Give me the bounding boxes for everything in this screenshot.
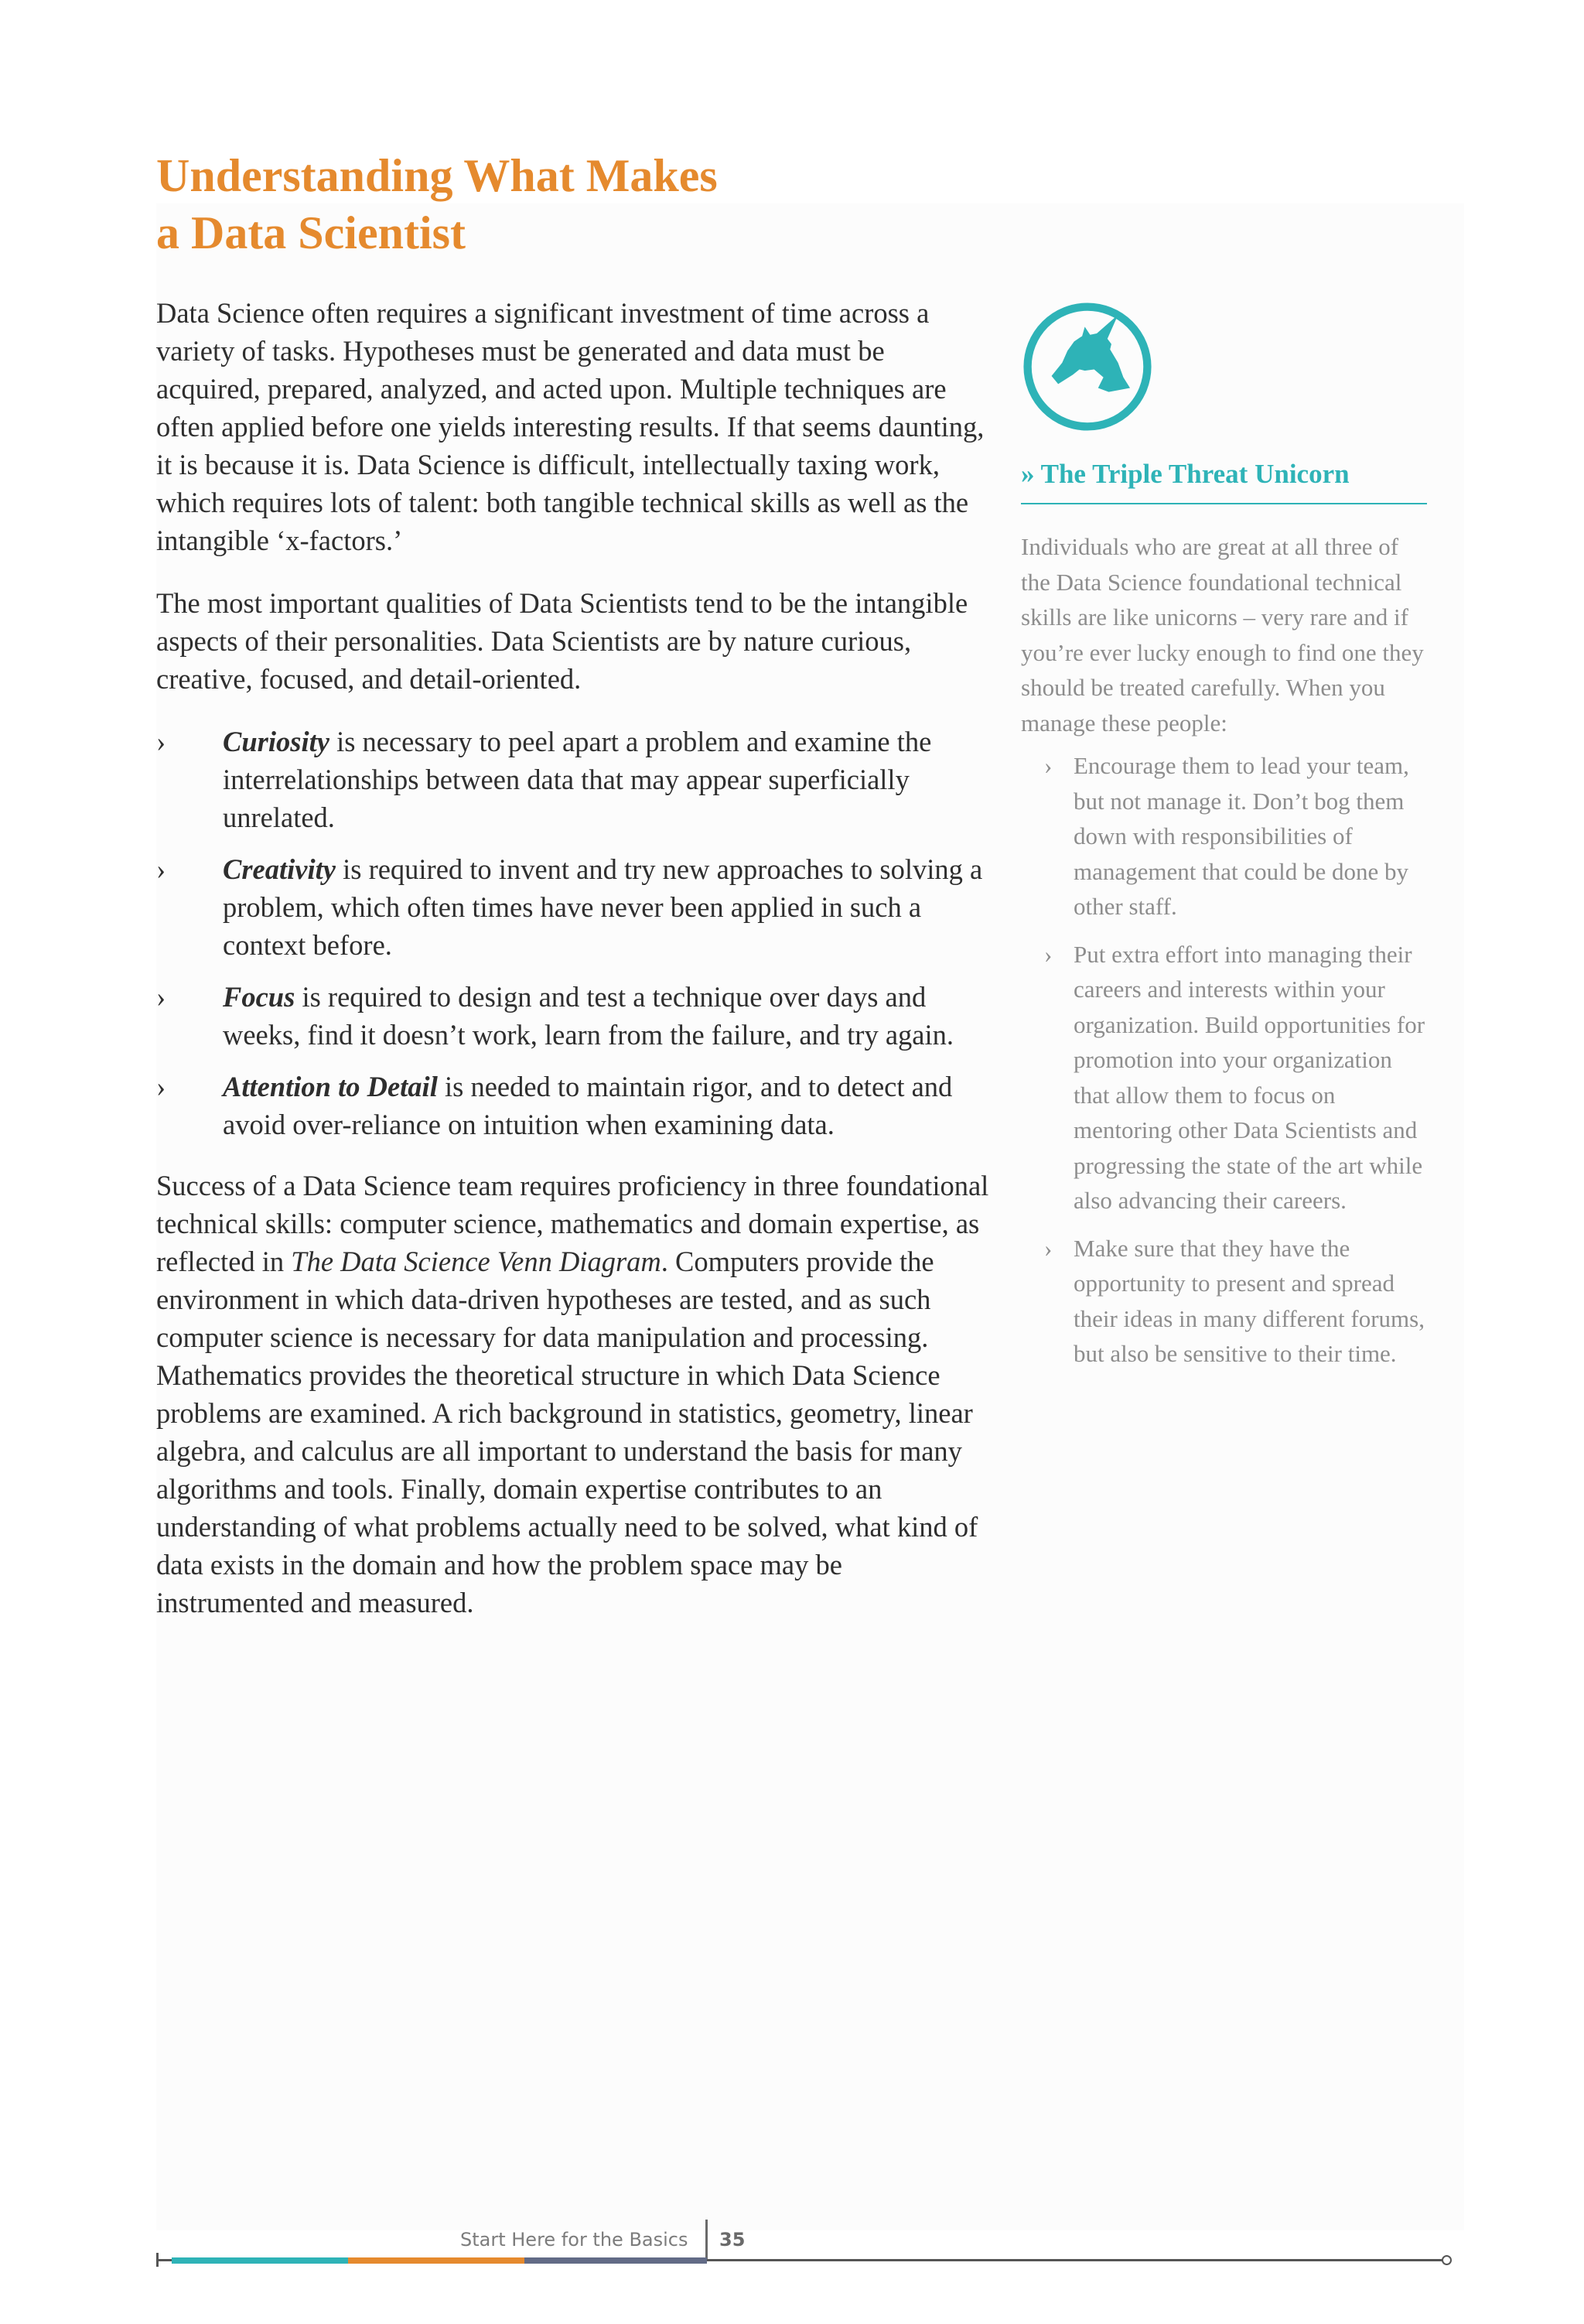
sidebar-title: » The Triple Threat Unicorn — [1021, 456, 1427, 504]
bullet-term: Focus — [223, 981, 295, 1013]
sidebar-list — [1021, 748, 1427, 1372]
chevron-right-icon: › — [156, 726, 166, 757]
bullet-text: is required to design and test a technique over days and weeks, find it doesn’t work, learn from the failure, and try again. — [223, 981, 954, 1051]
chevron-right-icon: › — [156, 1071, 166, 1102]
list-item — [156, 723, 992, 836]
footer-divider — [705, 2220, 708, 2260]
chevron-right-icon: › — [156, 853, 166, 885]
page-title-line-2: a Data Scientist — [156, 207, 466, 258]
unicorn-icon — [1021, 300, 1154, 433]
sidebar — [1021, 300, 1427, 1384]
list-item — [1021, 748, 1427, 924]
bullet-term: Creativity — [223, 853, 336, 885]
bullet-text: is needed to maintain rigor, and to detect and avoid over-reliance on intuition when examining data. — [223, 1071, 953, 1140]
footer-bar-orange — [348, 2257, 524, 2264]
bullet-term: Attention to Detail — [223, 1071, 438, 1102]
bullet-term: Curiosity — [223, 726, 329, 757]
page-title — [156, 147, 1007, 261]
paragraph-skills — [156, 1167, 992, 1622]
chevron-right-icon: › — [156, 981, 166, 1013]
chevron-right-icon: › — [1044, 752, 1053, 779]
list-item — [1021, 1231, 1427, 1372]
footer-rule-start — [156, 2253, 159, 2267]
skills-text-before: Success of a Data Science team requires proficiency in three foundational technical skills: computer science, mathematics and domain expertise, as reflected in — [156, 1170, 989, 1277]
list-item — [156, 850, 992, 964]
venn-diagram-reference: The Data Science Venn Diagram — [291, 1246, 661, 1277]
sidebar-intro: Individuals who are great at all three of the Data Science foundational technical skills are like unicorns – very rare and if you’re ever lucky enough to find one they should be treated carefully. When you manage these people: — [1021, 533, 1424, 737]
chevron-right-icon: › — [1044, 1234, 1053, 1262]
main-column — [156, 294, 992, 1646]
list-item — [1021, 937, 1427, 1218]
bullet-text: is necessary to peel apart a problem and examine the interrelationships between data that may appear superficially unrelated. — [223, 726, 932, 833]
footer-section-label: Start Here for the Basics — [460, 2229, 688, 2251]
paragraph-intro: Data Science often requires a significant investment of time across a variety of tasks. Hypotheses must be generated and data must be acquired, prepared, analyzed, and acted upon. Multiple techniques are often applied before one yields interesting results. If that seems daunting, it is because it is. Data Science is difficult, intellectually taxing work, which requires lots of talent: both tangible technical skills as well as the intangible ‘x-factors.’ — [156, 297, 985, 556]
page-title-line-1: Understanding What Makes — [156, 150, 718, 201]
bullet-text: is required to invent and try new approaches to solving a problem, which often times have never been applied in such a context before. — [223, 853, 983, 961]
skills-text-after: . Computers provide the environment in which data-driven hypotheses are tested, and as such computer science is necessary for data manipulation and processing. Mathematics provides the theoretical structure in which Data Science problems are examined. A rich background in statistics, geometry, linear algebra, and calculus are all important to understand the basis for many algorithms and tools. Finally, domain expertise contributes to an understanding of what problems actually need to be solved, what kind of data exists in the domain and how the problem space may be instrumented and measured. — [156, 1246, 978, 1618]
sidebar-bullet-text: Put extra effort into managing their careers and interests within your organization. Build opportunities for promotion into your organization that allow them to focus on mentoring other Data Scientists and progressing the state of the art while also advancing their careers. — [1074, 940, 1425, 1214]
qualities-list — [156, 723, 992, 1143]
list-item — [156, 978, 992, 1054]
page-number: 35 — [719, 2229, 746, 2251]
footer-bar-slate — [524, 2257, 707, 2264]
chevron-right-icon: › — [1044, 940, 1053, 968]
sidebar-bullet-text: Make sure that they have the opportunity to present and spread their ideas in many different forums, but also be sensitive to their time. — [1074, 1234, 1425, 1367]
sidebar-bullet-text: Encourage them to lead your team, but not manage it. Don’t bog them down with responsibilities of management that could be done by other staff. — [1074, 752, 1409, 920]
paragraph-qualities: The most important qualities of Data Scientists tend to be the intangible aspects of their personalities. Data Scientists are by nature curious, creative, focused, and detail-oriented. — [156, 587, 968, 695]
footer-rule-end — [1442, 2255, 1452, 2265]
list-item — [156, 1068, 992, 1143]
footer-bar-teal — [172, 2257, 348, 2264]
